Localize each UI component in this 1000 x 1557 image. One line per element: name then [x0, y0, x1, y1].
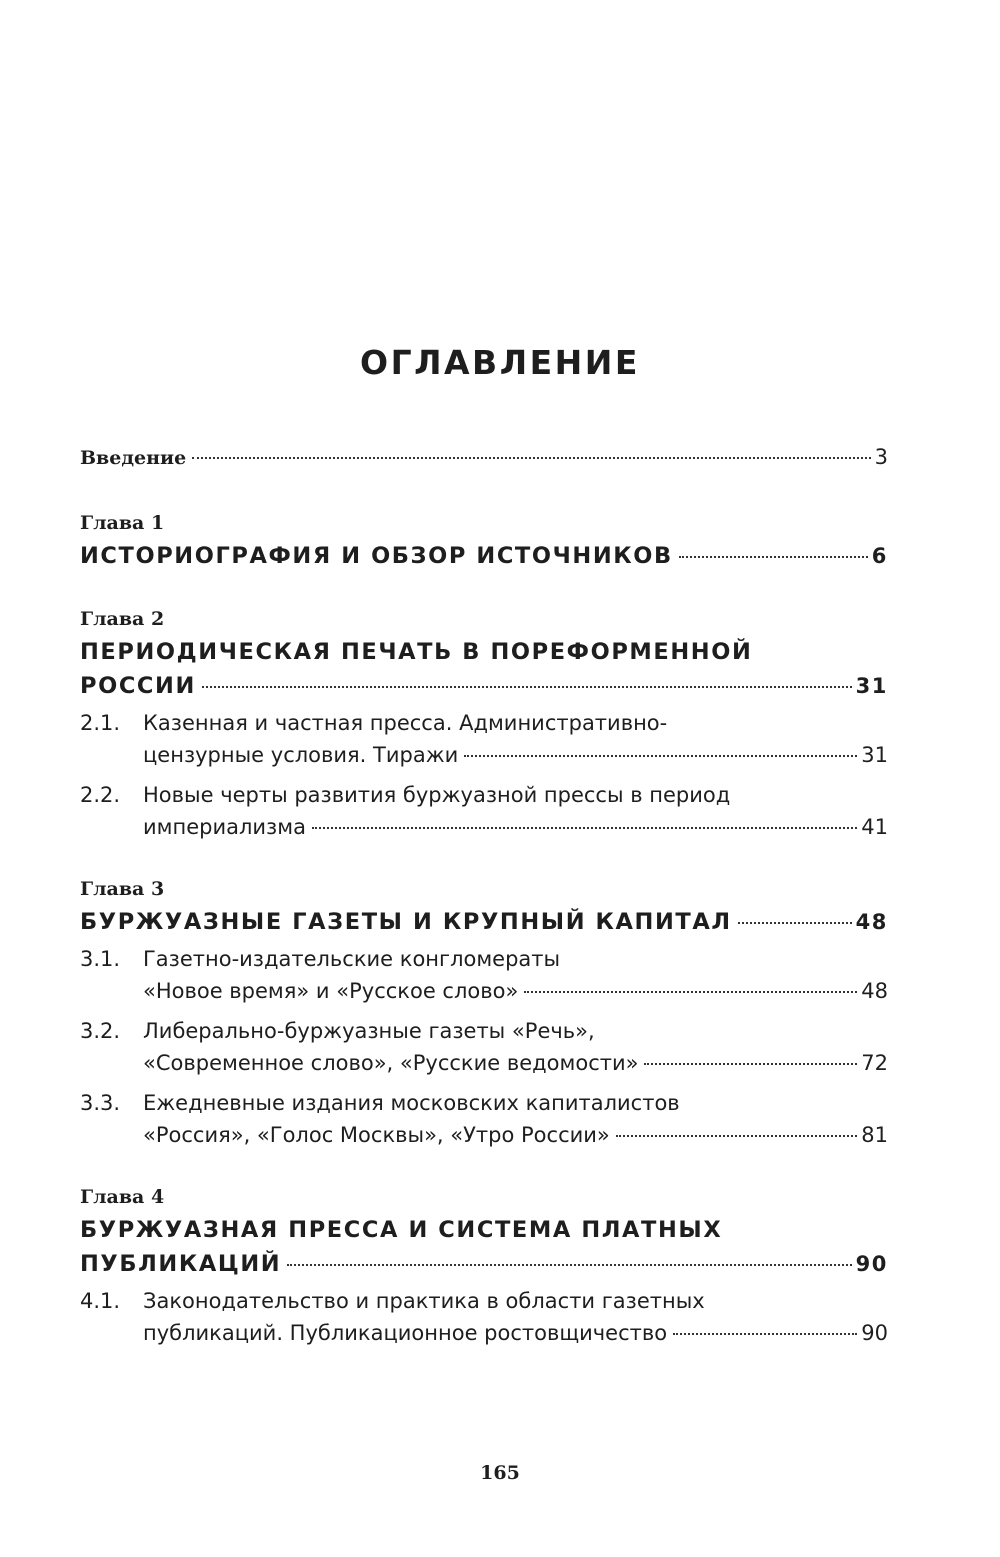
chapter-4 [80, 1181, 888, 1349]
section-title-line: публикаций. Публикационное ростовщичество [143, 1321, 668, 1345]
dot-leader [202, 686, 852, 688]
section-title-line: цензурные условия. Тиражи [143, 743, 459, 767]
section-title-entry [143, 1317, 888, 1349]
chapter-title: БУРЖУАЗНЫЕ ГАЗЕТЫ И КРУПНЫЙ КАПИТАЛ [80, 909, 732, 935]
entry-page-number: 81 [861, 1123, 888, 1147]
section-2-1[interactable] [80, 707, 888, 771]
entry-page-number: 48 [855, 910, 888, 934]
chapter-1 [80, 507, 888, 573]
page-number: 165 [480, 1462, 520, 1484]
table-of-contents [80, 445, 888, 1349]
dot-leader [464, 755, 857, 757]
chapter-title-entry[interactable] [80, 1247, 888, 1281]
dot-leader [312, 827, 857, 829]
chapter-title-entry[interactable] [80, 669, 888, 703]
section-number: 2.1. [80, 711, 121, 735]
entry-page-number: 31 [855, 674, 888, 698]
section-title-line: Казенная и частная пресса. Административно- [143, 711, 668, 735]
entry-page-number: 72 [861, 1051, 888, 1075]
chapter-title-line: ПЕРИОДИЧЕСКАЯ ПЕЧАТЬ В ПОРЕФОРМЕННОЙ [80, 639, 753, 665]
section-number: 2.2. [80, 783, 121, 807]
section-4-1[interactable] [80, 1285, 888, 1349]
section-title-line: Законодательство и практика в области газетных [143, 1289, 705, 1313]
section-3-2[interactable] [80, 1015, 888, 1079]
section-3-1[interactable] [80, 943, 888, 1007]
chapter-label: Глава 4 [80, 1186, 165, 1208]
section-title-line: «Новое время» и «Русское слово» [143, 979, 519, 1003]
dot-leader [524, 991, 857, 993]
dot-leader [673, 1333, 857, 1335]
section-title-entry [143, 975, 888, 1007]
section-title-line: Новые черты развития буржуазной прессы в период [143, 783, 731, 807]
entry-page-number: 90 [855, 1252, 888, 1276]
section-number: 3.1. [80, 947, 121, 971]
chapter-title: РОССИИ [80, 673, 196, 699]
section-title-line: Газетно-издательские конгломераты [143, 947, 561, 971]
entry-page-number: 41 [861, 815, 888, 839]
chapter-title: ИСТОРИОГРАФИЯ И ОБЗОР ИСТОЧНИКОВ [80, 543, 673, 569]
chapter-title: ПУБЛИКАЦИЙ [80, 1251, 282, 1277]
section-title-entry [143, 1119, 888, 1151]
chapter-3 [80, 873, 888, 1151]
toc-entry-introduction[interactable] [80, 445, 888, 487]
entry-page-number: 31 [861, 743, 888, 767]
section-number: 3.3. [80, 1091, 121, 1115]
chapter-title-line: БУРЖУАЗНАЯ ПРЕССА И СИСТЕМА ПЛАТНЫХ [80, 1217, 723, 1243]
section-3-3[interactable] [80, 1087, 888, 1151]
entry-page-number: 6 [871, 544, 888, 568]
page-title: ОГЛАВЛЕНИЕ [360, 343, 640, 382]
section-title-line: Ежедневные издания московских капиталистов [143, 1091, 680, 1115]
dot-leader [616, 1135, 858, 1137]
section-title-line: «Россия», «Голос Москвы», «Утро России» [143, 1123, 610, 1147]
chapter-label: Глава 1 [80, 512, 165, 534]
entry-title: Введение [80, 447, 187, 469]
entry-page-number: 48 [861, 979, 888, 1003]
dot-leader [679, 556, 868, 558]
section-title-line: империализма [143, 815, 306, 839]
section-title-entry [143, 811, 888, 843]
dot-leader [644, 1063, 857, 1065]
dot-leader [738, 922, 852, 924]
chapter-2 [80, 603, 888, 843]
section-2-2[interactable] [80, 779, 888, 843]
section-title-line: Либерально-буржуазные газеты «Речь», [143, 1019, 595, 1043]
section-number: 3.2. [80, 1019, 121, 1043]
chapter-label: Глава 2 [80, 608, 165, 630]
chapter-title-entry[interactable] [80, 905, 888, 939]
chapter-label: Глава 3 [80, 878, 165, 900]
section-number: 4.1. [80, 1289, 121, 1313]
section-title-entry [143, 1047, 888, 1079]
section-title-entry [143, 739, 888, 771]
chapter-title-entry[interactable] [80, 539, 888, 573]
entry-page-number: 90 [861, 1321, 888, 1345]
entry-page-number: 3 [874, 445, 888, 469]
section-title-line: «Современное слово», «Русские ведомости» [143, 1051, 639, 1075]
dot-leader [192, 457, 870, 459]
dot-leader [287, 1264, 851, 1266]
